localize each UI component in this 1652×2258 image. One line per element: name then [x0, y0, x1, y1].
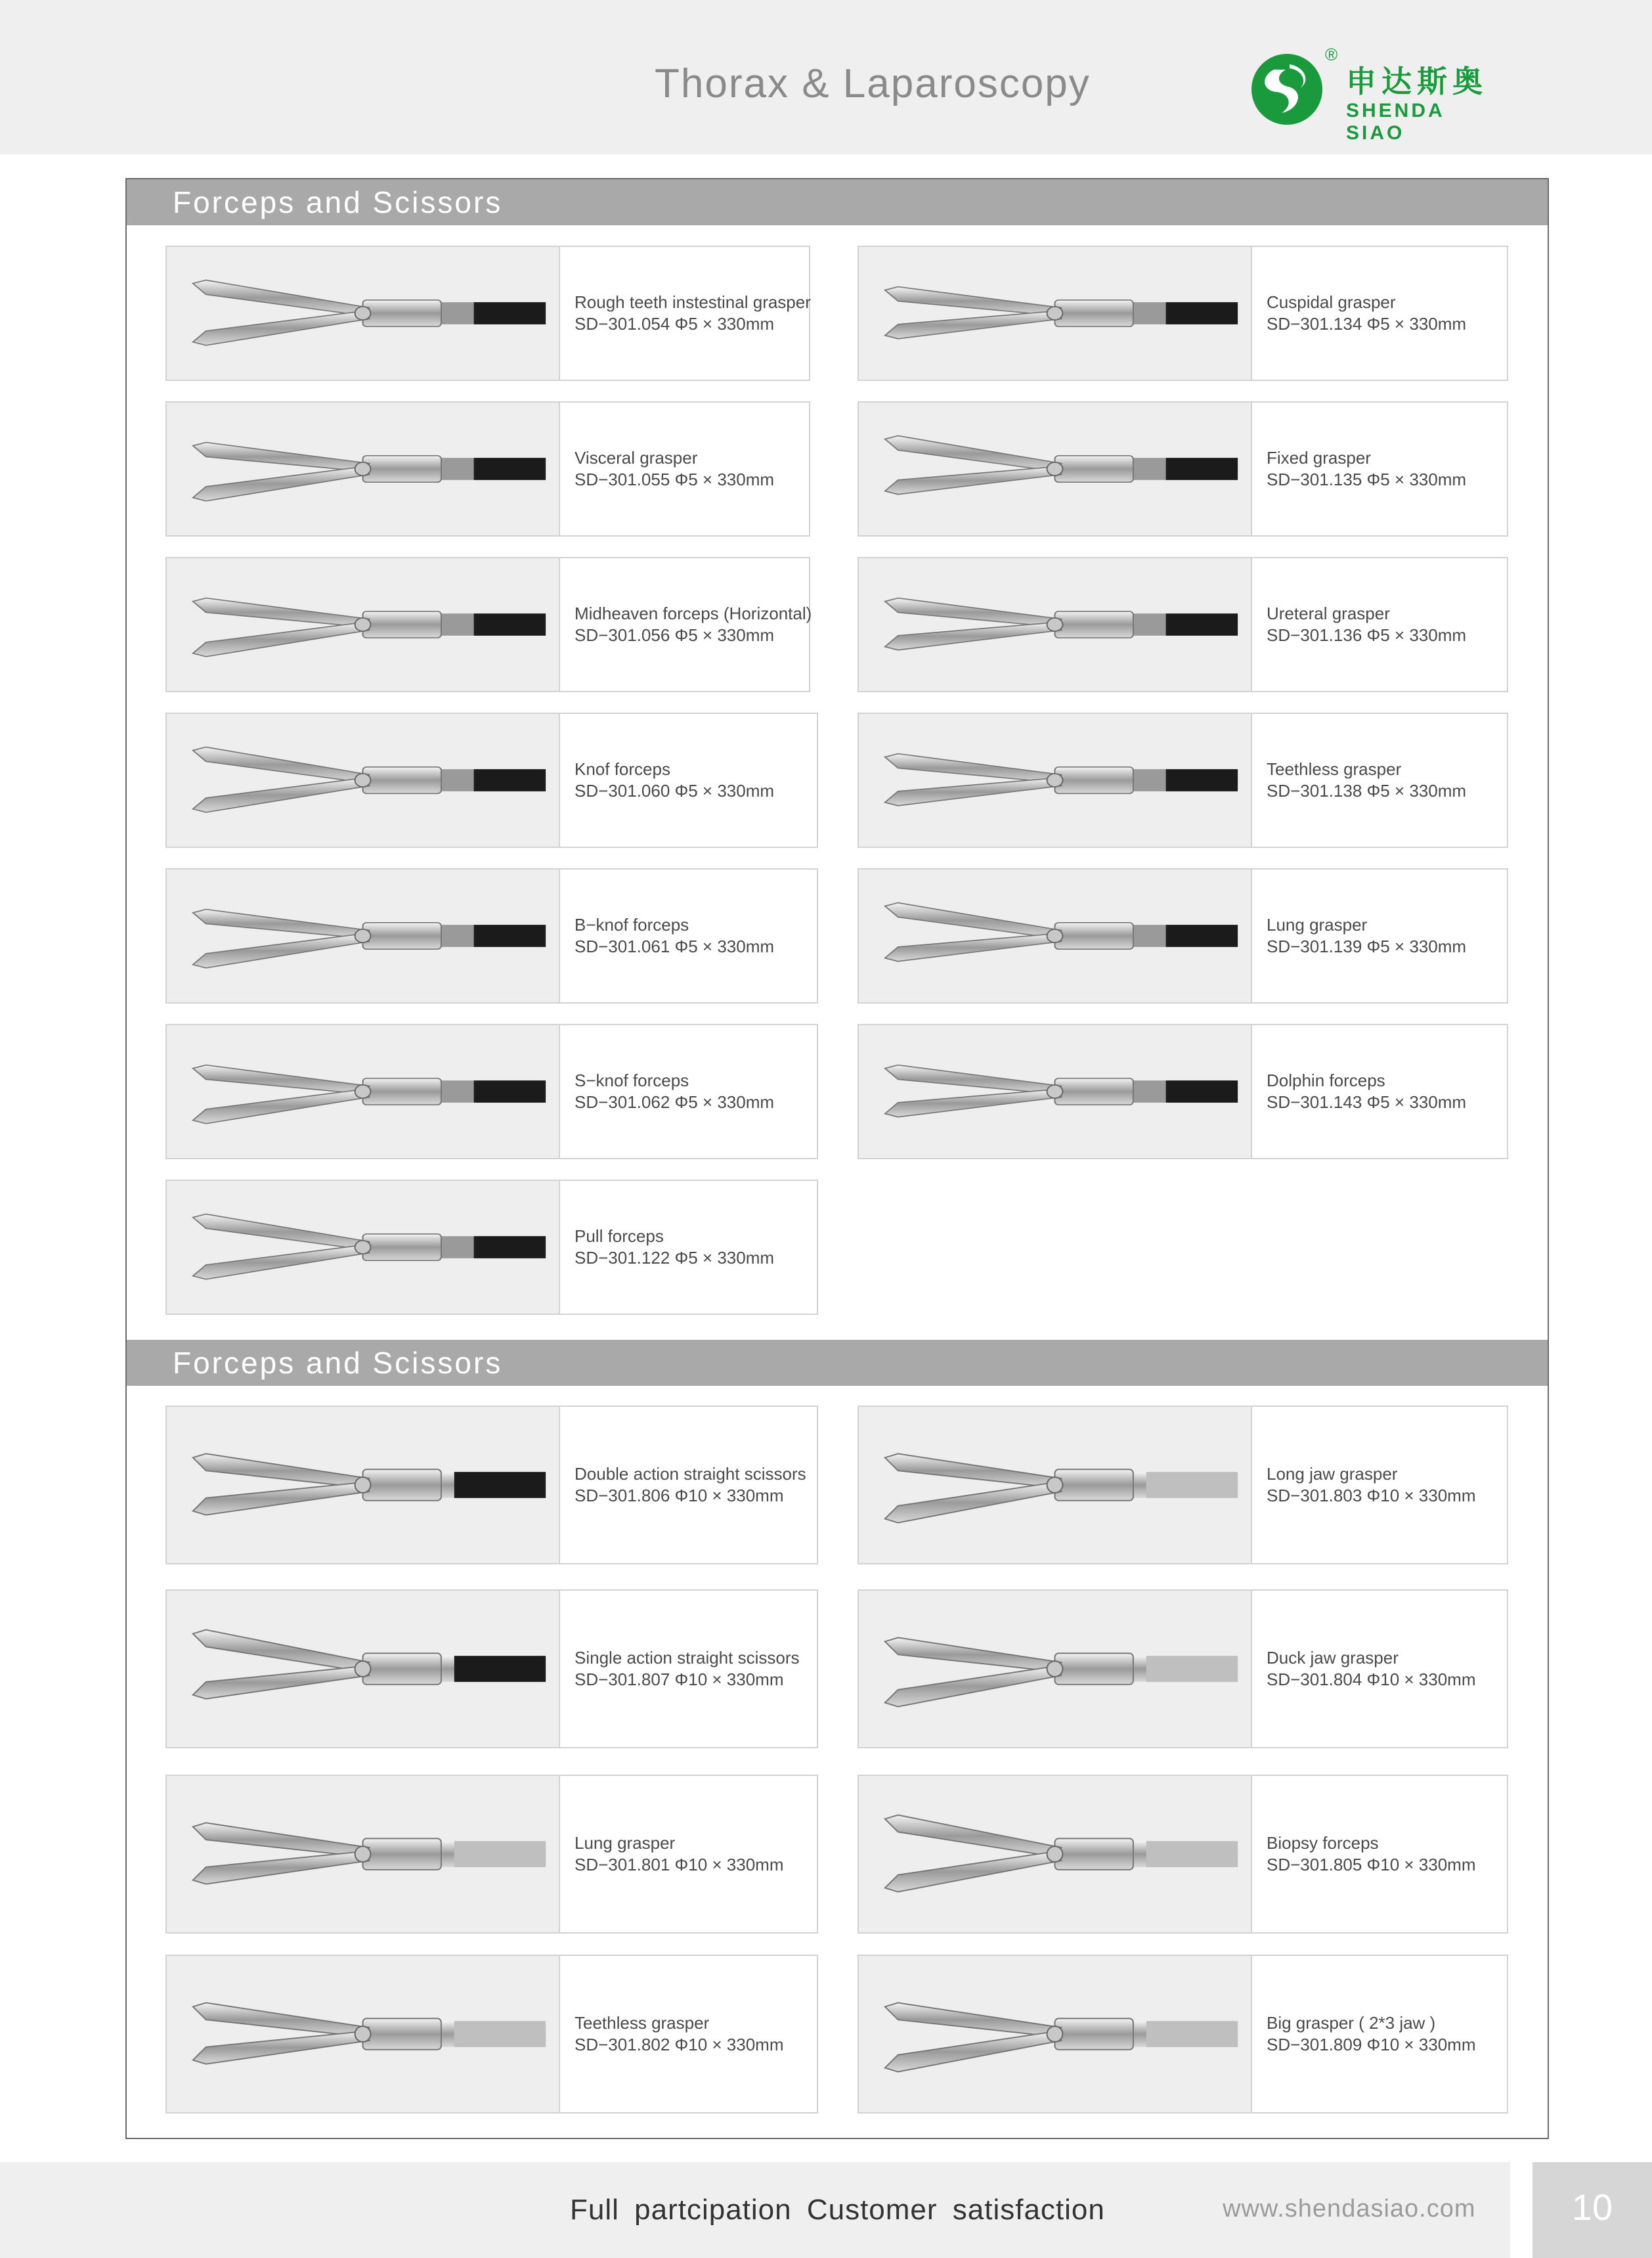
product-name: Biopsy forceps	[1267, 1833, 1379, 1853]
instrument-image	[859, 1025, 1252, 1158]
product-card	[858, 868, 1508, 1004]
instrument-drawing	[859, 714, 1251, 847]
instrument-image	[859, 403, 1252, 535]
instrument-image	[167, 1407, 560, 1563]
product-code: SD−301.054 Φ5 × 330mm	[575, 314, 775, 334]
product-card	[858, 1775, 1508, 1934]
product-info	[575, 292, 811, 335]
product-info	[1267, 759, 1503, 802]
product-name: Fixed grasper	[1267, 448, 1371, 468]
instrument-drawing	[167, 558, 559, 691]
product-info	[1267, 447, 1503, 491]
product-card	[165, 868, 818, 1004]
instrument-image	[167, 1025, 560, 1158]
instrument-image	[859, 1407, 1252, 1563]
product-card	[858, 1024, 1508, 1159]
product-code: SD−301.801 Φ10 × 330mm	[575, 1855, 784, 1874]
product-code: SD−301.807 Φ10 × 330mm	[575, 1670, 784, 1689]
instrument-image	[859, 1591, 1252, 1747]
product-code: SD−301.060 Φ5 × 330mm	[575, 781, 775, 801]
instrument-image	[167, 1776, 560, 1932]
product-info	[575, 1070, 813, 1113]
product-name: Single action straight scissors	[575, 1648, 800, 1668]
instrument-drawing	[859, 558, 1251, 691]
product-info	[1267, 1070, 1503, 1113]
product-code: SD−301.804 Φ10 × 330mm	[1267, 1670, 1476, 1689]
instrument-drawing	[859, 403, 1251, 535]
instrument-drawing	[859, 1407, 1251, 1563]
registered-mark: ®	[1325, 45, 1338, 64]
product-card	[165, 1775, 818, 1934]
product-info	[1267, 1832, 1503, 1876]
instrument-drawing	[167, 1591, 559, 1747]
logo-chinese-name: 申达斯奥	[1346, 64, 1488, 99]
product-card	[165, 713, 818, 848]
instrument-drawing	[167, 403, 559, 535]
instrument-image	[859, 247, 1252, 380]
product-name: Ureteral grasper	[1267, 604, 1390, 623]
product-name: Double action straight scissors	[575, 1464, 806, 1484]
product-info	[1267, 1463, 1503, 1507]
product-name: Visceral grasper	[575, 448, 698, 468]
product-card	[858, 401, 1508, 537]
product-code: SD−301.055 Φ5 × 330mm	[575, 470, 775, 489]
product-code: SD−301.136 Φ5 × 330mm	[1267, 625, 1467, 645]
product-name: S−knof forceps	[575, 1071, 689, 1090]
instrument-image	[859, 1956, 1252, 2112]
product-info	[575, 759, 813, 802]
instrument-image	[167, 1591, 560, 1747]
instrument-drawing	[859, 247, 1251, 380]
product-card	[165, 1589, 818, 1748]
instrument-drawing	[167, 1181, 559, 1314]
product-code: SD−301.139 Φ5 × 330mm	[1267, 937, 1467, 956]
instrument-drawing	[167, 247, 559, 380]
footer-slogan: Full partcipation Customer satisfaction	[570, 2194, 1105, 2226]
instrument-image	[167, 558, 560, 691]
instrument-drawing	[859, 1591, 1251, 1747]
page-number-box	[1532, 2162, 1652, 2258]
instrument-drawing	[859, 1025, 1251, 1158]
product-name: Big grasper ( 2*3 jaw )	[1267, 2013, 1436, 2033]
product-code: SD−301.802 Φ10 × 330mm	[575, 2035, 784, 2054]
product-name: Duck jaw grasper	[1267, 1648, 1399, 1668]
product-card	[165, 1406, 818, 1564]
instrument-drawing	[859, 1776, 1251, 1932]
logo-english-name: SHENDA SIAO	[1346, 100, 1445, 144]
product-code: SD−301.134 Φ5 × 330mm	[1267, 314, 1467, 334]
instrument-image	[859, 870, 1252, 1002]
product-info	[575, 603, 812, 646]
product-code: SD−301.809 Φ10 × 330mm	[1267, 2035, 1476, 2054]
product-code: SD−301.062 Φ5 × 330mm	[575, 1092, 775, 1112]
product-code: SD−301.122 Φ5 × 330mm	[575, 1248, 775, 1268]
page-header	[0, 0, 1652, 154]
product-card	[858, 1955, 1508, 2114]
instrument-image	[167, 1181, 560, 1314]
product-name: Rough teeth instestinal grasper	[575, 292, 811, 312]
product-code: SD−301.056 Φ5 × 330mm	[575, 625, 775, 645]
product-code: SD−301.138 Φ5 × 330mm	[1267, 781, 1467, 801]
product-card	[165, 1180, 818, 1315]
product-info	[1267, 914, 1503, 958]
section-title-2: Forceps and Scissors	[127, 1340, 1548, 1386]
instrument-image	[859, 558, 1252, 691]
instrument-drawing	[167, 1407, 559, 1563]
product-name: Cuspidal grasper	[1267, 292, 1396, 312]
page-number: 10	[1571, 2186, 1613, 2228]
product-code: SD−301.806 Φ10 × 330mm	[575, 1486, 784, 1505]
instrument-image	[167, 403, 560, 535]
product-info	[575, 447, 805, 491]
section-title-1: Forceps and Scissors	[127, 179, 1548, 225]
product-code: SD−301.805 Φ10 × 330mm	[1267, 1855, 1476, 1874]
product-code: SD−301.803 Φ10 × 330mm	[1267, 1486, 1476, 1505]
instrument-drawing	[167, 1956, 559, 2112]
product-card	[165, 246, 810, 381]
product-name: Long jaw grasper	[1267, 1464, 1398, 1484]
product-info	[1267, 603, 1503, 646]
instrument-drawing	[167, 870, 559, 1002]
instrument-image	[167, 870, 560, 1002]
instrument-drawing	[859, 1956, 1251, 2112]
product-code: SD−301.143 Φ5 × 330mm	[1267, 1092, 1467, 1112]
instrument-image	[167, 1956, 560, 2112]
instrument-image	[859, 714, 1252, 847]
product-info	[1267, 2012, 1503, 2056]
product-name: Teethless grasper	[575, 2013, 710, 2033]
product-info	[575, 1226, 813, 1269]
product-card	[858, 1589, 1508, 1748]
product-name: Teethless grasper	[1267, 759, 1402, 779]
page-title: Thorax & Laparoscopy	[655, 61, 1091, 106]
product-info	[1267, 292, 1503, 335]
product-info	[575, 2012, 813, 2056]
product-card	[858, 246, 1508, 381]
product-card	[858, 713, 1508, 848]
product-name: Dolphin forceps	[1267, 1071, 1385, 1090]
product-name: B−knof forceps	[575, 915, 689, 935]
product-name: Midheaven forceps (Horizontal)	[575, 604, 812, 623]
instrument-drawing	[167, 1776, 559, 1932]
product-code: SD−301.135 Φ5 × 330mm	[1267, 470, 1467, 489]
instrument-drawing	[167, 1025, 559, 1158]
product-name: Lung grasper	[575, 1833, 676, 1853]
footer-website[interactable]: www.shendasiao.com	[1223, 2195, 1476, 2223]
instrument-drawing	[859, 870, 1251, 1002]
product-card	[165, 557, 810, 692]
instrument-image	[167, 714, 560, 847]
product-info	[575, 1647, 813, 1691]
product-info	[1267, 1647, 1503, 1691]
product-card	[165, 1955, 818, 2114]
product-card	[858, 557, 1508, 692]
product-info	[575, 1832, 813, 1876]
product-name: Knof forceps	[575, 759, 670, 779]
product-card	[858, 1406, 1508, 1564]
instrument-image	[167, 247, 560, 380]
product-card	[165, 401, 810, 537]
product-name: Pull forceps	[575, 1226, 664, 1246]
product-info	[575, 1463, 813, 1507]
product-info	[575, 914, 813, 958]
product-name: Lung grasper	[1267, 915, 1368, 935]
product-card	[165, 1024, 818, 1159]
brand-mark-icon	[1248, 50, 1326, 129]
instrument-drawing	[167, 714, 559, 847]
shenda-siao-logo	[1248, 45, 1510, 144]
instrument-image	[859, 1776, 1252, 1932]
product-code: SD−301.061 Φ5 × 330mm	[575, 937, 775, 956]
